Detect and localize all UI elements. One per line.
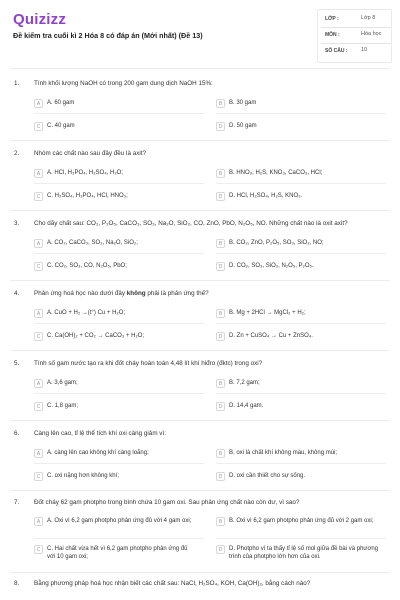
option-letter: C xyxy=(34,332,43,341)
option-text: D. oxi cần thiết cho sự sống. xyxy=(229,473,306,479)
question-text: Tính khối lượng NaOH có trong 200 gam dung dịch NaOH 15%: xyxy=(34,80,213,87)
option-text: A. 3,6 gam; xyxy=(47,380,78,386)
option-text: A. Oxi vì 6,2 gam photpho phản ứng đủ với 4 gam oxi; xyxy=(47,518,192,524)
option-letter: C xyxy=(34,402,43,411)
option-divider xyxy=(34,463,204,464)
option-text: C. 1,8 gam; xyxy=(47,403,79,409)
option-letter: B xyxy=(216,517,225,526)
option-letter: D xyxy=(216,192,225,201)
option-letter: D xyxy=(216,402,225,411)
question-divider xyxy=(10,210,390,211)
question-text: Tính số gam nước tạo ra khi đốt cháy hoàn toàn 4,48 lít khí hiđro (đktc) trong oxi? xyxy=(34,360,263,367)
question-divider xyxy=(10,572,390,573)
option-letter: A xyxy=(34,517,43,526)
question-divider xyxy=(10,280,390,281)
question-text: Bằng phương pháp hoá học nhận biết các chất sau: NaCl, H₂SO₄, KOH, Ca(OH)₂, bằng cách nào? xyxy=(34,580,311,587)
option-text: B. HNO₃, H₂S, KNO₃, CaCO₃, HCl; xyxy=(229,170,323,176)
question-number: 8. xyxy=(14,580,20,587)
meta-label: SỐ CÂU : xyxy=(325,48,348,54)
option-divider xyxy=(216,183,386,184)
header-divider xyxy=(10,68,390,69)
question-number: 7. xyxy=(14,499,20,506)
option-letter: D xyxy=(216,332,225,341)
question-number: 2. xyxy=(14,150,20,157)
option-text: A. 60 gam xyxy=(47,100,75,106)
question-divider xyxy=(10,490,390,491)
option-letter: C xyxy=(34,545,43,554)
option-divider xyxy=(216,463,386,464)
option-divider xyxy=(216,113,386,114)
quizizz-logo: Quizizz xyxy=(13,11,67,28)
option-letter: B xyxy=(216,309,225,318)
option-letter: A xyxy=(34,169,43,178)
header xyxy=(0,0,400,66)
option-text: B. Oxi vì 6,2 gam photpho phản ứng đủ với 2 gam oxi; xyxy=(229,518,374,524)
option-text: C. Ca(OH)₂ + CO₂ → CaCO₃ + H₂O; xyxy=(47,333,145,339)
question-text-part: phải là phản ứng thế? xyxy=(145,290,209,297)
question-text: Nhóm các chất nào sau đây đều là axit? xyxy=(34,150,147,157)
option-text: C. Hai chất vừa hết vì 6,2 gam photpho phản ứng đủ với 10 gam oxi; xyxy=(47,546,188,560)
option-text: C. 40 gam xyxy=(47,123,75,129)
meta-row-class xyxy=(321,12,391,28)
option-divider xyxy=(34,538,204,539)
option-text: D. Zn + CuSO₄ → Cu + ZnSO₄. xyxy=(229,333,313,339)
option-letter: C xyxy=(34,262,43,271)
option-divider xyxy=(34,253,204,254)
option-divider xyxy=(216,538,386,539)
meta-value: Lớp 8 xyxy=(361,15,376,21)
question-text: Cho dãy chất sau: CO₂, P₂O₅, CaCO₃, SO₃, Na₂O, SiO₂, CO, ZnO, PbO, N₂O₅, NO. Những chất nào là oxit axit? xyxy=(34,220,348,227)
option-letter: D xyxy=(216,122,225,131)
option-text: C. oxi nặng hơn không khí; xyxy=(47,473,119,479)
option-letter: A xyxy=(34,239,43,248)
meta-value: Hóa học xyxy=(361,31,382,37)
option-text: D. Photpho vì ta thấy tỉ lệ số mol giữa đề bài và phương trình của photpho lớn hơn của oxi. xyxy=(229,546,379,560)
option-text: D. CO₂, SO₃, SiO₂, N₂O₅, P₂O₅. xyxy=(229,263,314,269)
option-divider xyxy=(34,393,204,394)
option-letter: A xyxy=(34,449,43,458)
question-text: Càng lên cao, tỉ lệ thể tích khí oxi càng giảm vì: xyxy=(34,430,166,437)
meta-label: MÔN : xyxy=(325,32,340,38)
option-divider xyxy=(216,253,386,254)
question-text xyxy=(34,290,389,298)
meta-label: LỚP : xyxy=(325,16,339,22)
question-number: 3. xyxy=(14,220,20,227)
option-text: C. H₂SO₄, H₃PO₄, HCl, HNO₃; xyxy=(47,193,128,199)
question-number: 1. xyxy=(14,80,20,87)
option-text: A. càng lên cao không khí càng loãng; xyxy=(47,450,149,456)
option-text: D. 14,4 gam. xyxy=(229,403,264,409)
option-text: A. CuO + H₂ →(t°) Cu + H₂O; xyxy=(47,310,126,316)
option-letter: B xyxy=(216,169,225,178)
question-divider xyxy=(10,420,390,421)
document-title: Đề kiểm tra cuối kì 2 Hóa 8 có đáp án (Mới nhất) (Đề 13) xyxy=(13,31,203,40)
meta-row-subject xyxy=(321,28,391,44)
question-number: 4. xyxy=(14,290,20,297)
option-divider xyxy=(216,393,386,394)
option-text: C. CO₂, SO₃, CO, N₂O₅, PbO; xyxy=(47,263,127,269)
option-letter: B xyxy=(216,379,225,388)
option-text: B. oxi là chất khí không màu, không mùi; xyxy=(229,450,338,456)
option-letter: B xyxy=(216,239,225,248)
option-letter: B xyxy=(216,449,225,458)
option-letter: D xyxy=(216,545,225,554)
option-letter: D xyxy=(216,472,225,481)
option-text: B. 30 gam xyxy=(229,100,257,106)
meta-row-count xyxy=(321,44,391,60)
option-letter: A xyxy=(34,379,43,388)
question-number: 5. xyxy=(14,360,20,367)
option-letter: C xyxy=(34,472,43,481)
option-letter: C xyxy=(34,192,43,201)
question-text-emphasis: không xyxy=(126,290,146,297)
option-divider xyxy=(34,183,204,184)
option-text: B. CO₂, ZnO, P₂O₅, SO₃, SiO₂, NO; xyxy=(229,240,324,246)
option-text: B. Mg + 2HCl → MgCl₂ + H₂; xyxy=(229,310,306,316)
option-divider xyxy=(216,323,386,324)
question-number: 6. xyxy=(14,430,20,437)
option-letter: C xyxy=(34,122,43,131)
option-letter: D xyxy=(216,262,225,271)
question-divider xyxy=(10,140,390,141)
option-text: D. 50 gam xyxy=(229,123,257,129)
meta-value: 10 xyxy=(361,47,368,53)
option-text: A. CO₂, CaCO₃, SO₃, Na₂O, SiO₂; xyxy=(47,240,138,246)
option-text: B. 7,2 gam; xyxy=(229,380,260,386)
question-text: Đốt cháy 62 gam photpho trong bình chứa 10 gam oxi. Sau phản ứng chất nào còn dư, vì sao? xyxy=(34,499,300,506)
option-text: A. HCl, H₃PO₄, H₂SO₄, H₂O; xyxy=(47,170,124,176)
option-letter: A xyxy=(34,99,43,108)
option-divider xyxy=(34,323,204,324)
meta-table xyxy=(321,12,391,60)
question-text-part: Phản ứng hoá học nào dưới đây xyxy=(34,290,127,297)
option-letter: A xyxy=(34,309,43,318)
option-letter: B xyxy=(216,99,225,108)
option-text: D. HCl, H₂SO₄, H₂S, KNO₃. xyxy=(229,193,303,199)
question-divider xyxy=(10,350,390,351)
option-divider xyxy=(34,113,204,114)
